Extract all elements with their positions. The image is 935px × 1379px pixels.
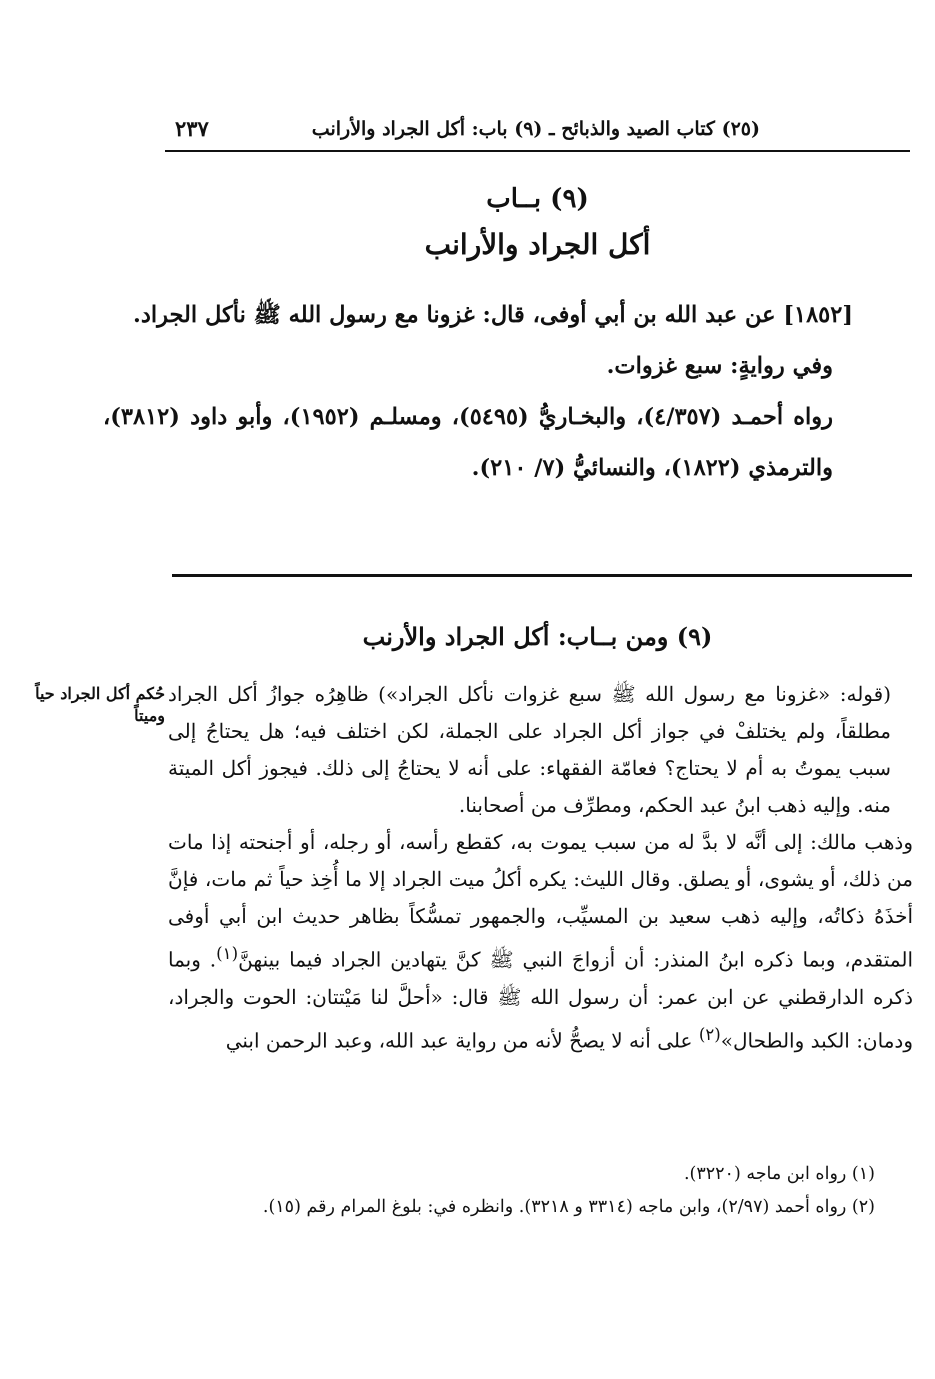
section-divider [172, 574, 912, 577]
commentary-paragraph-2-text: وذهب مالك: إلى أنَّه لا بدَّ له من سبب يموت به، كقطع رأسه، أو رجله، أو أجنحته إذا مات من ذلك، أو يشوى، أو يصلق. وقال الليث: يكره أكلُ ميت الجراد إلا ما أُخِذ حياً ثم مات، فإنَّ أخذَهُ ذكاتُه، وإليه ذهب سعيد بن المسيِّب، والجمهور تمسُّكاً بظاهر حديث ابن أبي أوفى المتقدم، وبما ذكره ابنُ المنذر: أن أزواجَ النبي ﷺ كنَّ يتهادين الجراد فيما بينهنَّ [168, 830, 913, 972]
hadith-text: [١٨٥٢] عن عبد الله بن أبي أوفى، قال: غزونا مع رسول الله ﷺ نأكل الجراد. [132, 302, 853, 328]
commentary-heading: (٩) ومن بــاب: أكل الجراد والأرنب [362, 622, 713, 651]
footnote-1: (١) رواه ابن ماجه (٣٢٢٠). [683, 1164, 875, 1184]
footnote-ref-2: (٢) [698, 1024, 721, 1044]
commentary-paragraph-2c-text: على أنه لا يصحُّ لأنه من رواية عبد الله، وعبد الرحمن ابني [225, 1028, 699, 1053]
hadith-block [103, 290, 853, 494]
footnotes [165, 1160, 875, 1226]
commentary-paragraph-2b-text: . وبما ذكره الدارقطني عن ابن عمر: أن رسول الله ﷺ قال: «أحلَّ لنا مَيْتتان: الحوت والجراد، ودمان: الكبد والطحال» [168, 947, 913, 1053]
header-rule [165, 150, 910, 152]
running-header-title: (٢٥) كتاب الصيد والذبائح ـ (٩) باب: أكل الجراد والأرانب [311, 118, 760, 140]
chapter-title: أكل الجراد والأرانب [424, 228, 651, 261]
commentary-paragraph-1: (قوله: «غزونا مع رسول الله ﷺ سبع غزوات نأكل الجراد») ظاهِرُه جوازُ أكل الجراد مطلقاً، ولم يختلفْ في جواز أكل الجراد على الجملة، لكن اختلف فيه؛ هل يحتاجُ إلى سبب يموتُ به أم لا يحتاج؟ فعامّة الفقهاء: على أنه لا يحتاجُ إلى ذلك. فيجوز أكل الميتة منه. وإليه ذهب ابنُ عبد الحكم، ومطرِّف من أصحابنا. [168, 682, 891, 817]
footnote-2: (٢) رواه أحمد (٢/٩٧)، وابن ماجه (٣٣١٤ و ٣٢١٨). وانظره في: بلوغ المرام رقم (١٥). [262, 1197, 875, 1217]
footnote-ref-1: (١) [216, 944, 239, 963]
margin-note: حُكم أكل الجراد حياً وميتاً [35, 684, 165, 725]
commentary-body [168, 676, 913, 1059]
chapter-number: (٩) بــاب [486, 184, 589, 214]
commentary-paragraph-2 [168, 824, 913, 1059]
page-number: ٢٣٧ [175, 116, 209, 141]
hadith-sources: رواه أحمـد (٤/٣٥٧)، والبخـاريُّ (٥٤٩٥)، ومسلـم (١٩٥٢)، وأبو داود (٣٨١٢)، والترمذي (١٨٢٢)، والنسائيُّ (٧/ ٢١٠). [103, 404, 834, 481]
hadith-variant: وفي روايةٍ: سبع غزوات. [606, 353, 833, 379]
